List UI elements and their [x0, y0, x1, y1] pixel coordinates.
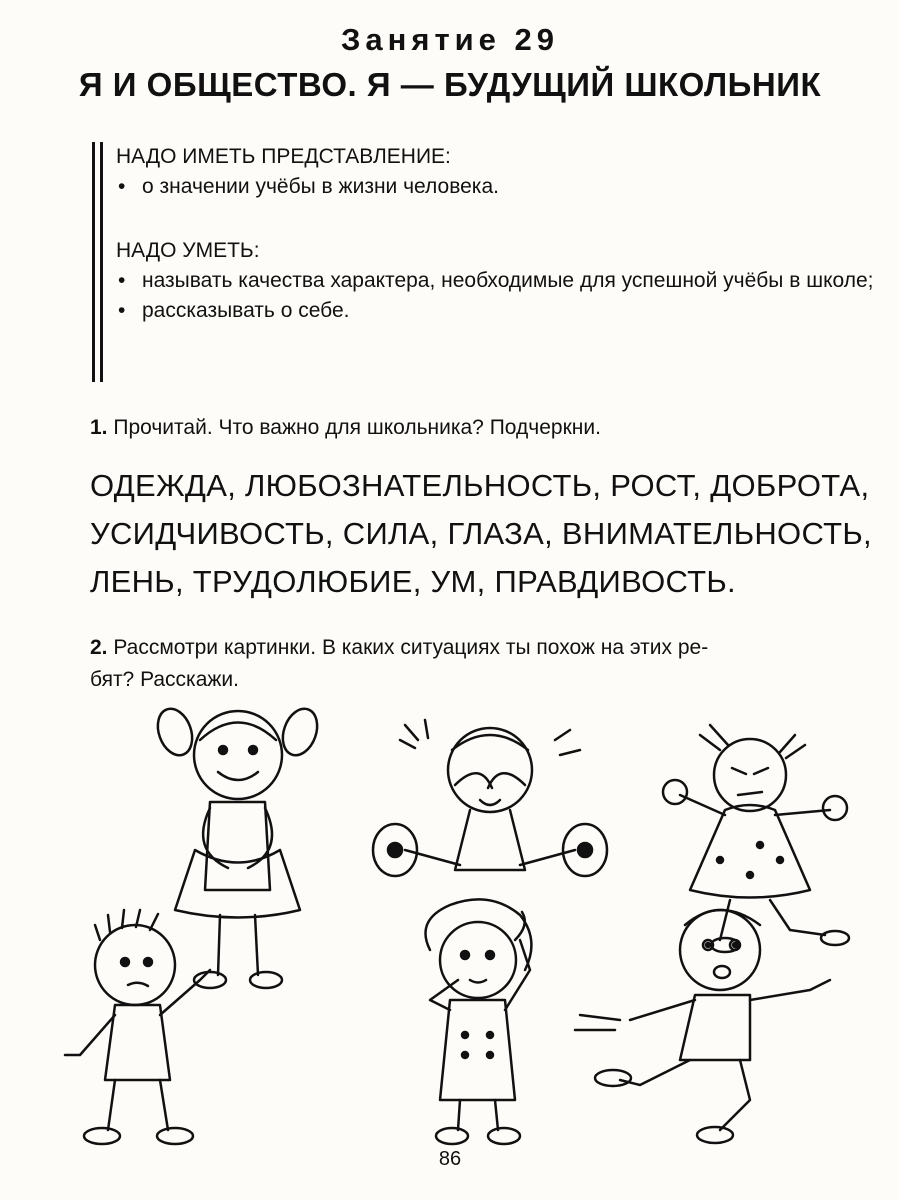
- list-item: • называть качества характера, необходимые для успешной учёбы в школе;: [116, 266, 882, 296]
- page-number: 86: [438, 1148, 462, 1170]
- task-1-instruction: [90, 412, 880, 444]
- skills-list: [116, 266, 882, 326]
- bullet-icon: •: [118, 175, 126, 198]
- list-item: • рассказывать о себе.: [116, 296, 882, 326]
- confused-boy-illustration: [65, 910, 210, 1144]
- task-2-instruction: [90, 632, 880, 696]
- understand-list: [116, 172, 882, 202]
- bullet-icon: •: [118, 269, 126, 292]
- illustrations: [60, 700, 860, 1160]
- crying-child-illustration: [373, 720, 607, 876]
- shy-girl-illustration: [152, 704, 323, 988]
- bullet-icon: •: [118, 299, 126, 322]
- word-line[interactable]: ОДЕЖДА, ЛЮБОЗНАТЕЛЬНОСТЬ, РОСТ, ДОБРОТА,: [90, 468, 870, 503]
- task-text-line-1: Рассмотри картинки. В каких ситуациях ты похож на этих ре-: [113, 636, 709, 659]
- thinking-girl-illustration: [426, 899, 532, 1144]
- left-rule: [92, 142, 95, 382]
- understand-heading: НАДО ИМЕТЬ ПРЕДСТАВЛЕНИЕ:: [116, 145, 451, 168]
- task-text: Прочитай. Что важно для школьника? Подчеркни.: [113, 416, 601, 439]
- task-number: 2.: [90, 636, 108, 659]
- word-list: [90, 462, 890, 606]
- word-line[interactable]: ЛЕНЬ, ТРУДОЛЮБИЕ, УМ, ПРАВДИВОСТЬ.: [90, 564, 736, 599]
- task-text-line-2: бят? Расскажи.: [90, 668, 239, 691]
- list-item: • о значении учёбы в жизни человека.: [116, 172, 882, 202]
- lesson-number: Занятие 29: [340, 22, 560, 57]
- angry-girl-illustration: [663, 725, 849, 952]
- word-line[interactable]: УСИДЧИВОСТЬ, СИЛА, ГЛАЗА, ВНИМАТЕЛЬНОСТЬ,: [90, 516, 872, 551]
- left-rule-inner: [100, 142, 103, 382]
- skills-heading: НАДО УМЕТЬ:: [116, 239, 260, 262]
- scared-running-boy-illustration: [575, 910, 830, 1143]
- lesson-topic: Я И ОБЩЕСТВО. Я — БУДУЩИЙ ШКОЛЬНИК: [78, 66, 822, 103]
- task-number: 1.: [90, 416, 108, 439]
- requirements-box: [92, 142, 882, 382]
